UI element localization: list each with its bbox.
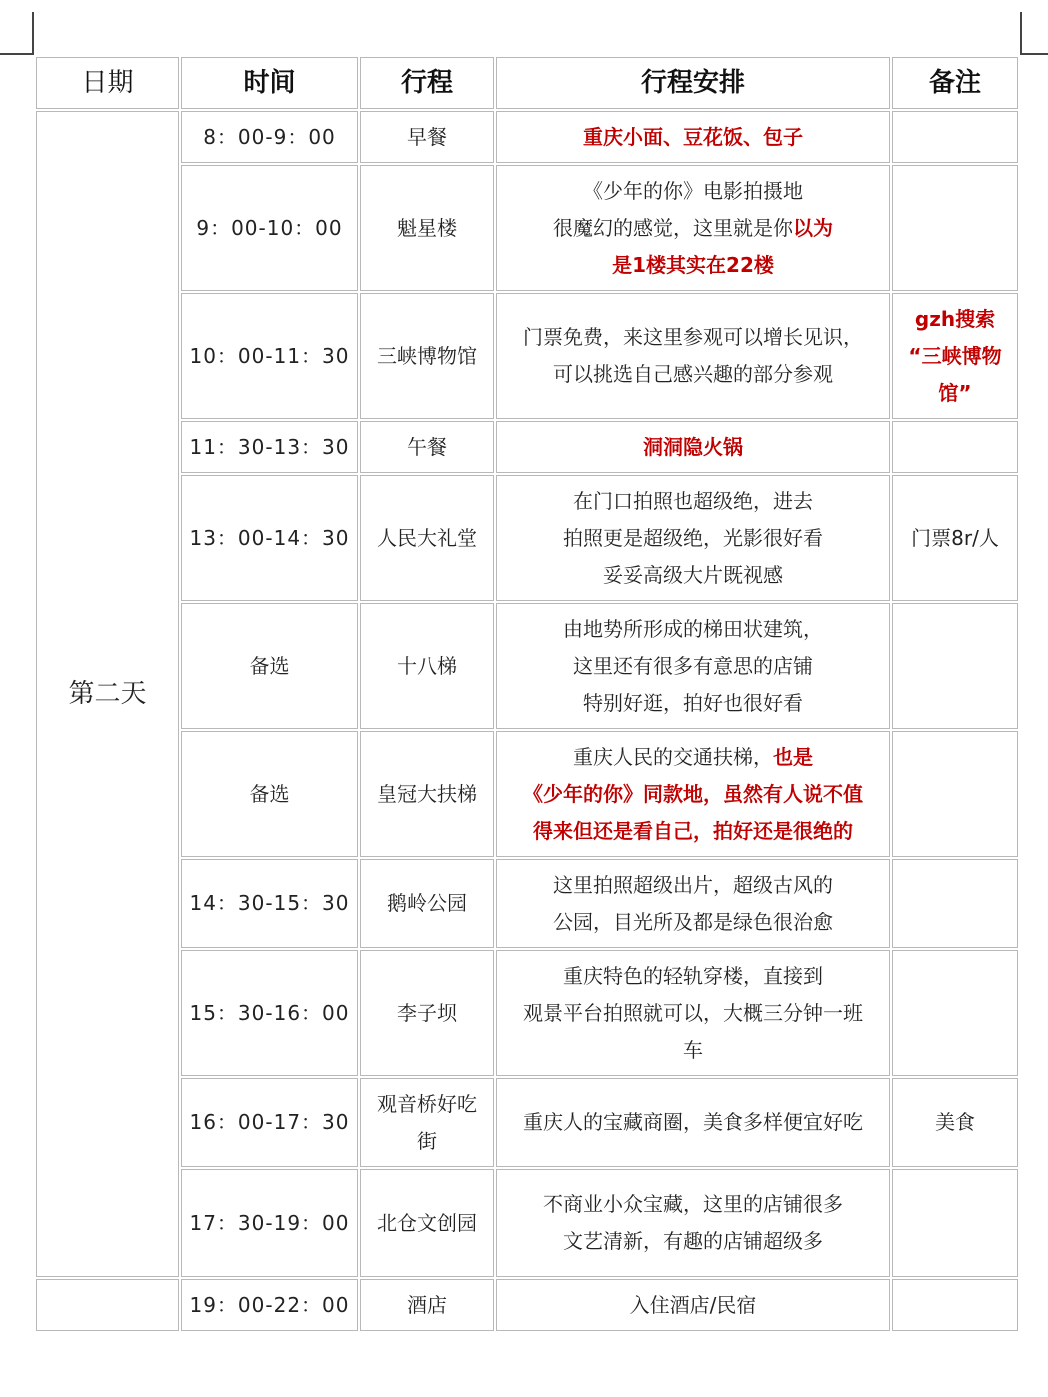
plan-line: 由地势所形成的梯田状建筑， [563, 616, 823, 641]
time-cell: 备选 [181, 731, 358, 857]
plan-cell [496, 293, 890, 419]
plan-cell: 入住酒店/民宿 [496, 1279, 890, 1331]
note-line: gzh搜索 [914, 306, 996, 331]
table-row [36, 475, 1018, 601]
plan-line: 特别好逛，拍好也很好看 [583, 690, 803, 715]
header-date: 日期 [36, 57, 179, 109]
header-time: 时间 [181, 57, 358, 109]
plan-cell [496, 165, 890, 291]
place-cell: 北仓文创园 [360, 1169, 494, 1277]
plan-line: 在门口拍照也超级绝，进去 [573, 488, 813, 513]
plan-cell: 重庆人的宝藏商圈，美食多样便宜好吃 [496, 1078, 890, 1167]
table-row [36, 731, 1018, 857]
header-place: 行程 [360, 57, 494, 109]
crop-mark-right-horizontal [1020, 53, 1048, 55]
crop-mark-left-vertical [32, 12, 34, 55]
plan-line: 车 [683, 1037, 703, 1062]
note-line: 馆” [938, 380, 972, 405]
time-cell: 11：30-13：30 [181, 421, 358, 473]
plan-highlight: 《少年的你》同款地，虽然有人说不值 [523, 781, 863, 806]
note-cell [892, 111, 1018, 163]
place-cell [360, 1078, 494, 1167]
place-cell: 魁星楼 [360, 165, 494, 291]
table-row [36, 1078, 1018, 1167]
note-cell [892, 1169, 1018, 1277]
time-cell: 16：00-17：30 [181, 1078, 358, 1167]
plan-line: 门票免费，来这里参观可以增长见识， [523, 325, 863, 349]
plan-highlight: 是1楼其实在22楼 [612, 252, 774, 277]
plan-cell [496, 859, 890, 948]
place-line: 街 [417, 1128, 437, 1153]
plan-highlight: 以为 [793, 215, 833, 240]
note-cell [892, 859, 1018, 948]
place-cell: 李子坝 [360, 950, 494, 1076]
header-note: 备注 [892, 57, 1018, 109]
place-cell: 皇冠大扶梯 [360, 731, 494, 857]
place-cell: 人民大礼堂 [360, 475, 494, 601]
header-plan: 行程安排 [496, 57, 890, 109]
table-row [36, 293, 1018, 419]
place-cell: 午餐 [360, 421, 494, 473]
crop-mark-right-vertical [1020, 12, 1022, 55]
plan-cell [496, 731, 890, 857]
table-row [36, 603, 1018, 729]
plan-line: 公园，目光所及都是绿色很治愈 [553, 909, 833, 934]
plan-cell [496, 475, 890, 601]
plan-cell [496, 603, 890, 729]
time-cell: 19：00-22：00 [181, 1279, 358, 1331]
plan-line [503, 739, 883, 776]
time-cell: 9：00-10：00 [181, 165, 358, 291]
plan-cell [496, 950, 890, 1076]
table-row [36, 1279, 1018, 1331]
table-row [36, 111, 1018, 163]
note-cell [892, 731, 1018, 857]
note-cell [892, 421, 1018, 473]
plan-cell [496, 1169, 890, 1277]
note-line: “三峡博物 [908, 343, 1002, 368]
plan-line: 这里拍照超级出片，超级古风的 [553, 872, 833, 897]
plan-cell [496, 421, 890, 473]
day-cell-empty [36, 1279, 179, 1331]
plan-text: 很魔幻的感觉，这里就是你 [553, 215, 793, 240]
plan-line: 妥妥高级大片既视感 [603, 562, 783, 587]
plan-line: 《少年的你》电影拍摄地 [583, 178, 803, 203]
table-row [36, 859, 1018, 948]
header-row [36, 57, 1018, 109]
note-cell [892, 165, 1018, 291]
note-cell [892, 950, 1018, 1076]
plan-text: 重庆小面、豆花饭、包子 [583, 124, 803, 149]
place-cell: 十八梯 [360, 603, 494, 729]
table-row [36, 165, 1018, 291]
note-cell [892, 293, 1018, 419]
note-cell: 门票8r/人 [892, 475, 1018, 601]
itinerary-table [34, 55, 1020, 1333]
plan-line: 文艺清新，有趣的店铺超级多 [563, 1229, 823, 1253]
plan-line: 不商业小众宝藏，这里的店铺很多 [543, 1192, 843, 1216]
plan-line: 观景平台拍照就可以，大概三分钟一班 [523, 1000, 863, 1025]
plan-text: 洞洞隐火锅 [643, 434, 743, 459]
table-row [36, 950, 1018, 1076]
plan-text: 重庆人民的交通扶梯， [573, 744, 773, 769]
plan-highlight: 也是 [773, 744, 813, 769]
note-cell [892, 603, 1018, 729]
place-cell: 酒店 [360, 1279, 494, 1331]
day-label: 第二天 [36, 111, 179, 1277]
table-row [36, 1169, 1018, 1277]
time-cell: 10：00-11：30 [181, 293, 358, 419]
plan-line: 重庆特色的轻轨穿楼，直接到 [563, 963, 823, 988]
plan-highlight: 得来但还是看自己，拍好还是很绝的 [533, 818, 853, 843]
place-cell: 鹅岭公园 [360, 859, 494, 948]
time-cell: 13：00-14：30 [181, 475, 358, 601]
crop-mark-left-horizontal [0, 53, 34, 55]
plan-line: 这里还有很多有意思的店铺 [573, 653, 813, 678]
plan-line: 拍照更是超级绝，光影很好看 [563, 525, 823, 550]
place-cell: 早餐 [360, 111, 494, 163]
note-cell: 美食 [892, 1078, 1018, 1167]
plan-cell [496, 111, 890, 163]
place-line: 观音桥好吃 [377, 1091, 477, 1116]
plan-line: 可以挑选自己感兴趣的部分参观 [553, 362, 833, 386]
time-cell: 备选 [181, 603, 358, 729]
time-cell: 15：30-16：00 [181, 950, 358, 1076]
place-cell: 三峡博物馆 [360, 293, 494, 419]
time-cell: 14：30-15：30 [181, 859, 358, 948]
table-row [36, 421, 1018, 473]
time-cell: 8：00-9：00 [181, 111, 358, 163]
note-cell [892, 1279, 1018, 1331]
time-cell: 17：30-19：00 [181, 1169, 358, 1277]
plan-line [503, 210, 883, 247]
